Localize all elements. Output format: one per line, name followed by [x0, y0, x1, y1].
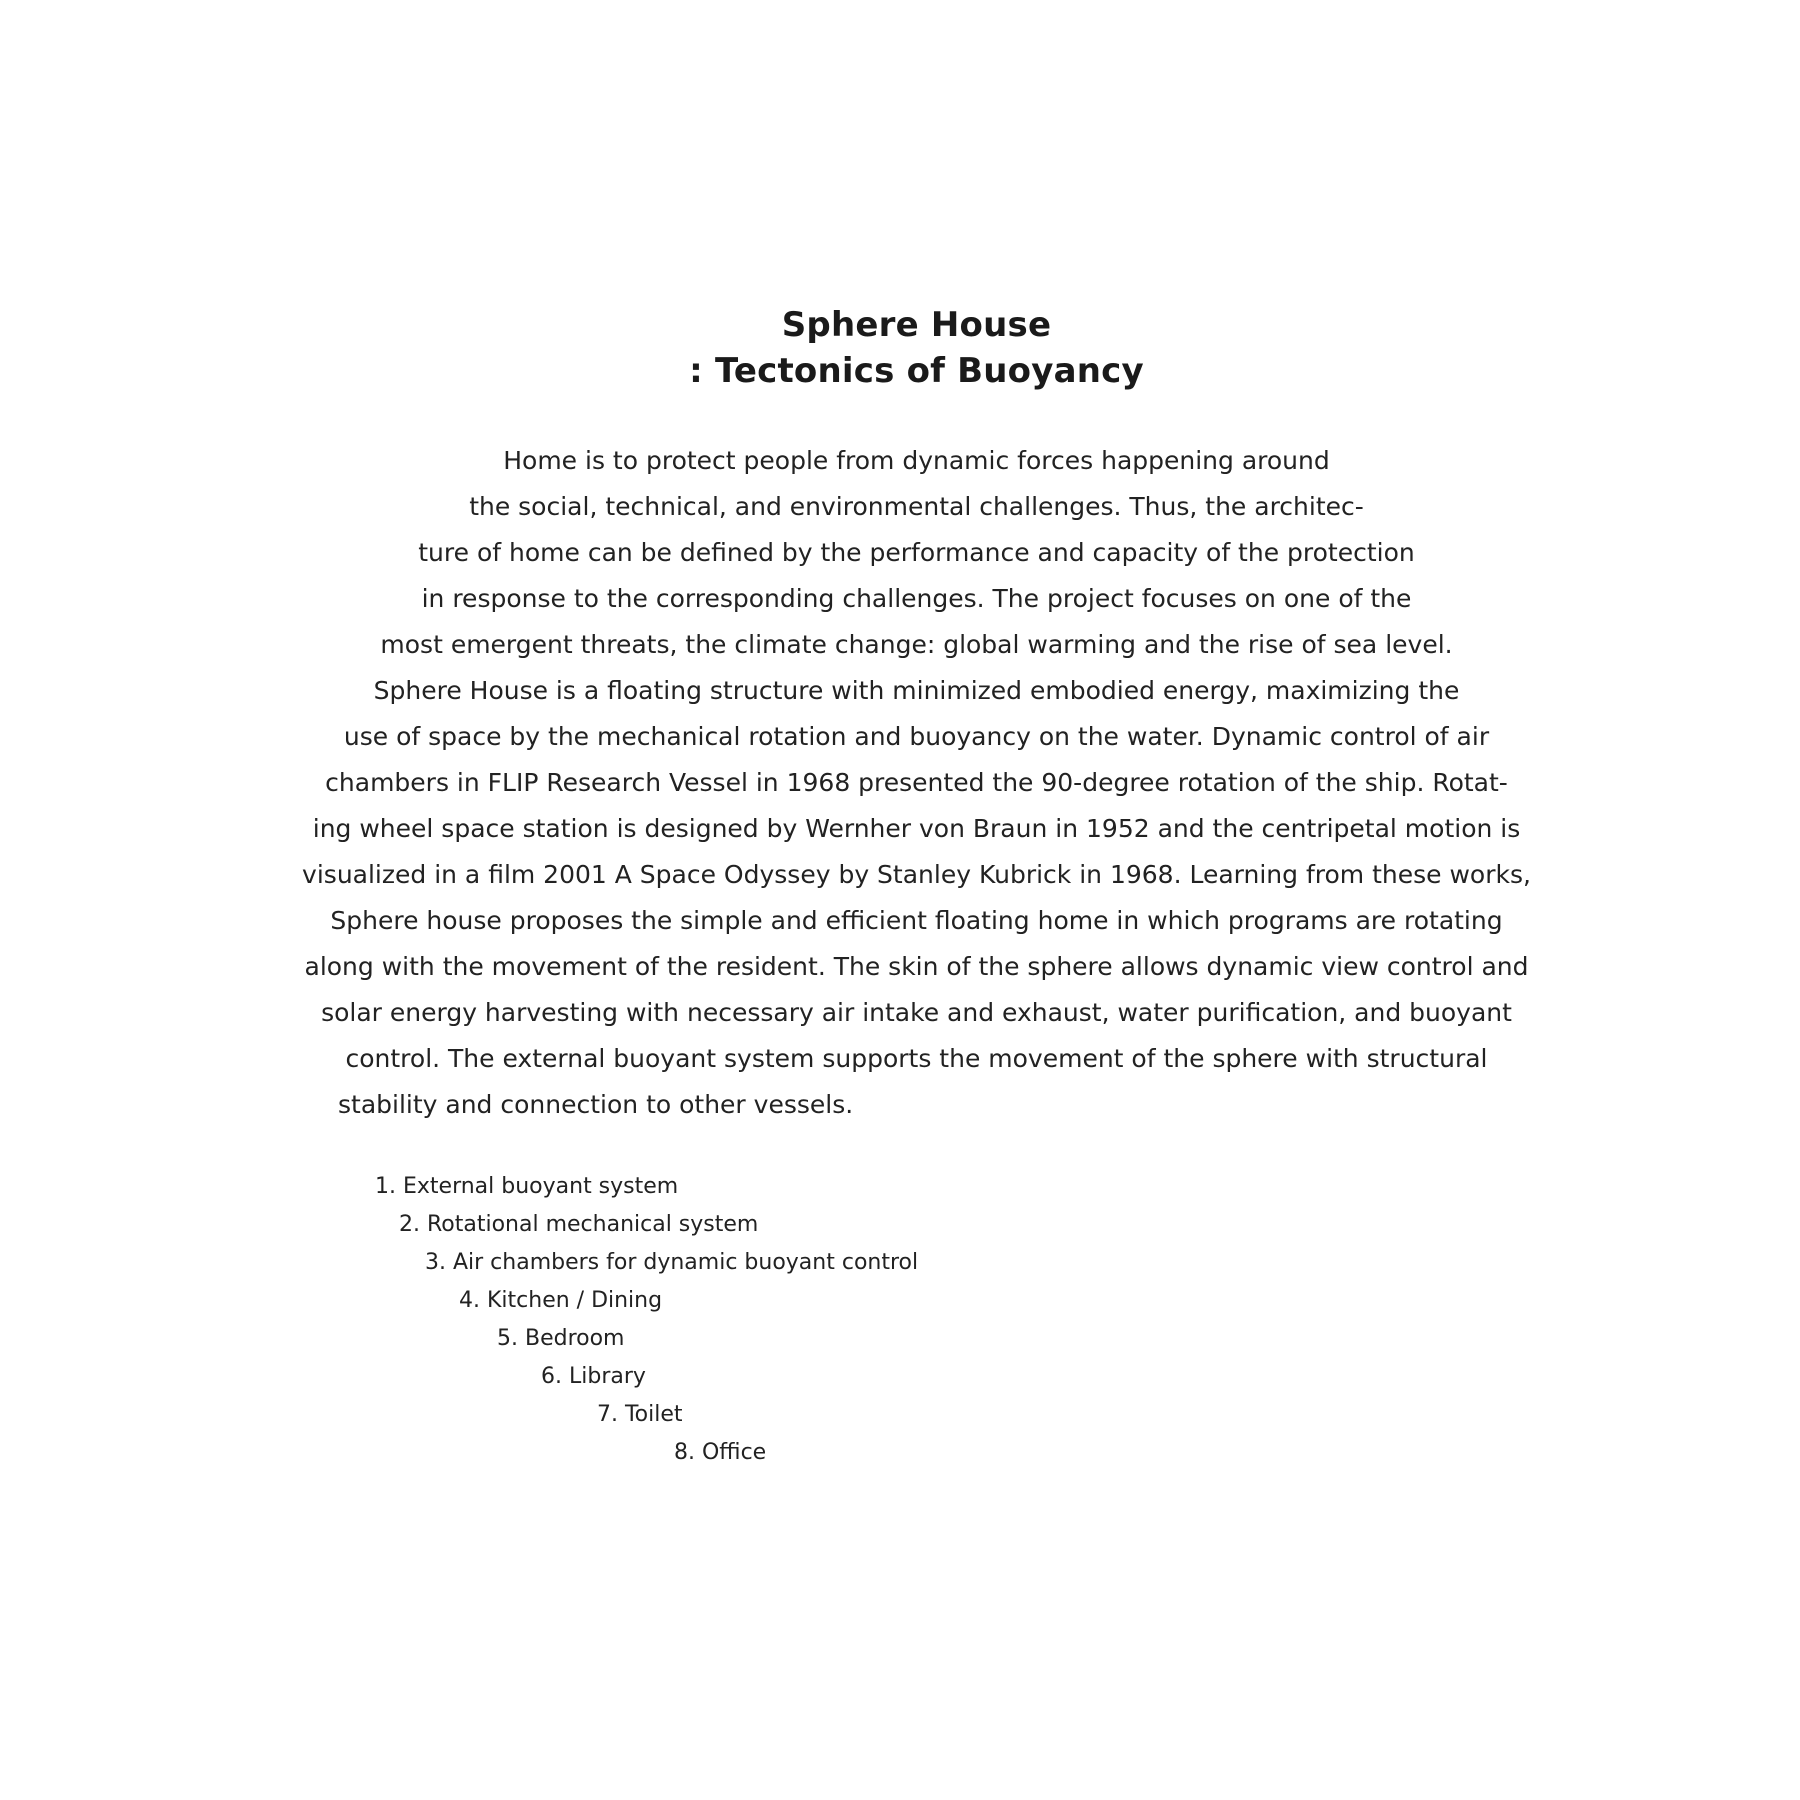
body-line: visualized in a film 2001 A Space Odyssey by Stanley Kubrick in 1968. Learning from these works,: [302, 860, 1531, 889]
body-line: in response to the corresponding challenges. The project focuses on one of the: [421, 584, 1412, 613]
body-line: Sphere House is a floating structure with minimized embodied energy, maximizing the: [373, 676, 1460, 705]
legend-item: 1. External buoyant system: [375, 1174, 679, 1199]
body-paragraph: [0, 438, 1800, 1128]
body-line: solar energy harvesting with necessary air intake and exhaust, water purification, and buoyant: [321, 998, 1512, 1027]
body-line: Home is to protect people from dynamic forces happening around: [503, 446, 1330, 475]
body-line: control. The external buoyant system supports the movement of the sphere with structural: [345, 1044, 1488, 1073]
page-title: [0, 302, 1800, 394]
body-line: chambers in FLIP Research Vessel in 1968 presented the 90-degree rotation of the ship. Rotat-: [325, 768, 1508, 797]
body-last-line-wrap: [0, 1082, 1800, 1128]
body-last-line: stability and connection to other vessels.: [338, 1090, 854, 1119]
legend-item: 5. Bedroom: [497, 1326, 625, 1351]
body-line: the social, technical, and environmental challenges. Thus, the architec-: [469, 492, 1364, 521]
body-line: ture of home can be defined by the performance and capacity of the protection: [418, 538, 1415, 567]
title-line-1: Sphere House: [781, 305, 1052, 345]
body-line: along with the movement of the resident. The skin of the sphere allows dynamic view control and: [304, 952, 1529, 981]
title-line-2: : Tectonics of Buoyancy: [689, 351, 1144, 391]
legend-item: 3. Air chambers for dynamic buoyant control: [425, 1250, 919, 1275]
legend-item: 2. Rotational mechanical system: [399, 1212, 759, 1237]
body-line: ing wheel space station is designed by Wernher von Braun in 1952 and the centripetal motion is: [312, 814, 1521, 843]
legend-item: 7. Toilet: [597, 1402, 683, 1427]
body-line: Sphere house proposes the simple and efficient floating home in which programs are rotating: [330, 906, 1503, 935]
legend-item: 4. Kitchen / Dining: [459, 1288, 663, 1313]
legend-item: 6. Library: [541, 1364, 646, 1389]
legend-item: 8. Office: [674, 1440, 767, 1465]
body-line: most emergent threats, the climate change: global warming and the rise of sea level.: [380, 630, 1453, 659]
body-line: use of space by the mechanical rotation and buoyancy on the water. Dynamic control of air: [343, 722, 1490, 751]
